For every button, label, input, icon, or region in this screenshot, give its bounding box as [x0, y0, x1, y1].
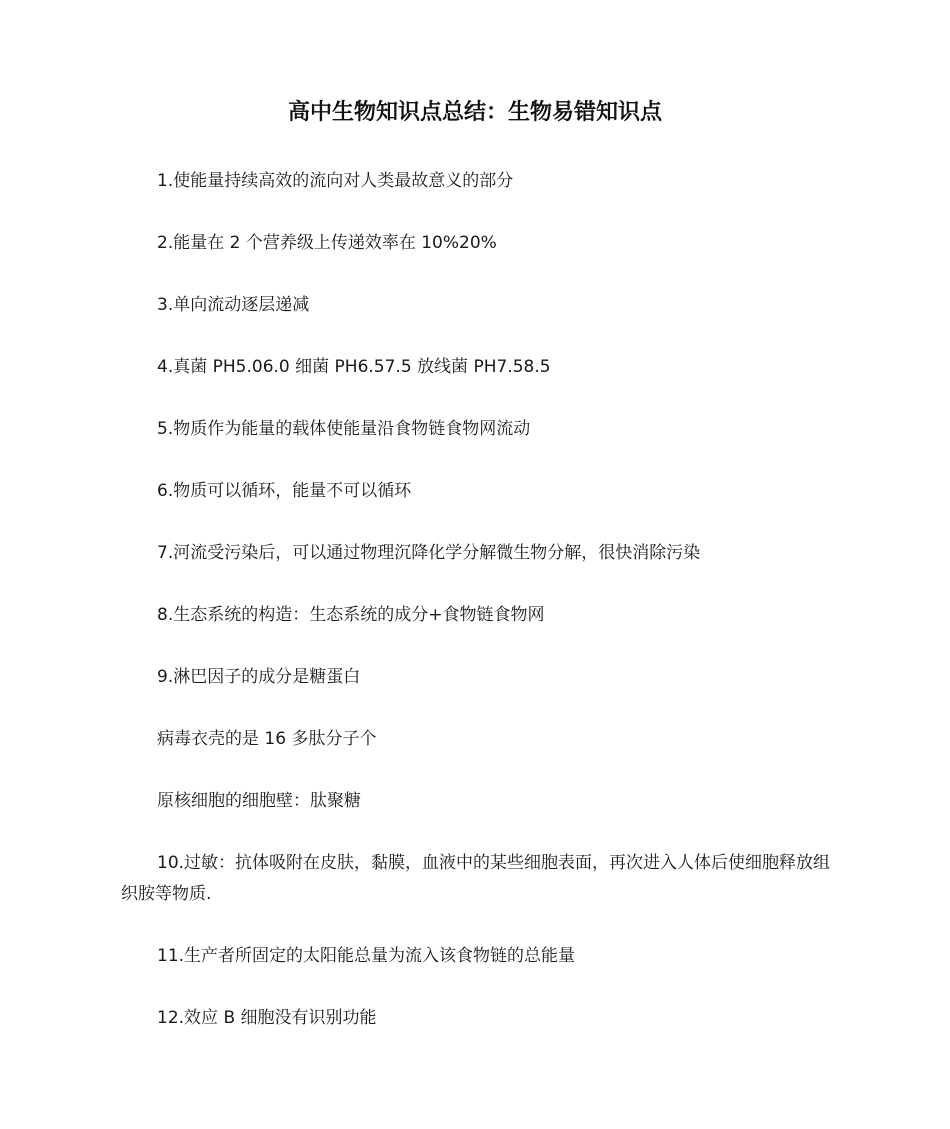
paragraph-6: 6.物质可以循环，能量不可以循环 [157, 481, 412, 501]
paragraph-9: 9.淋巴因子的成分是糖蛋白 [157, 667, 361, 687]
paragraph-10: 10.过敏：抗体吸附在皮肤，黏膜，血液中的某些细胞表面，再次进入人体后使细胞释放组织胺等物质. [121, 853, 831, 904]
paragraph-11: 11.生产者所固定的太阳能总量为流入该食物链的总能量 [157, 946, 576, 966]
paragraph-12: 12.效应 B 细胞没有识别功能 [157, 1008, 377, 1028]
paragraph-8: 8.生态系统的构造：生态系统的成分+食物链食物网 [157, 605, 545, 625]
page-title: 高中生物知识点总结：生物易错知识点 [287, 100, 662, 125]
paragraph-prokaryote-wall: 原核细胞的细胞壁：肽聚糖 [157, 791, 361, 811]
paragraph-virus-capsid: 病毒衣壳的是 16 多肽分子个 [157, 729, 377, 749]
paragraph-5: 5.物质作为能量的载体使能量沿食物链食物网流动 [157, 419, 531, 439]
paragraph-7: 7.河流受污染后，可以通过物理沉降化学分解微生物分解，很快消除污染 [157, 543, 701, 563]
document-body [121, 166, 833, 1065]
paragraph-2: 2.能量在 2 个营养级上传递效率在 10%20% [157, 233, 497, 253]
paragraph-3: 3.单向流动逐层递减 [157, 295, 310, 315]
paragraph-4: 4.真菌 PH5.06.0 细菌 PH6.57.5 放线菌 PH7.58.5 [157, 357, 551, 377]
paragraph-1: 1.使能量持续高效的流向对人类最故意义的部分 [157, 171, 514, 191]
